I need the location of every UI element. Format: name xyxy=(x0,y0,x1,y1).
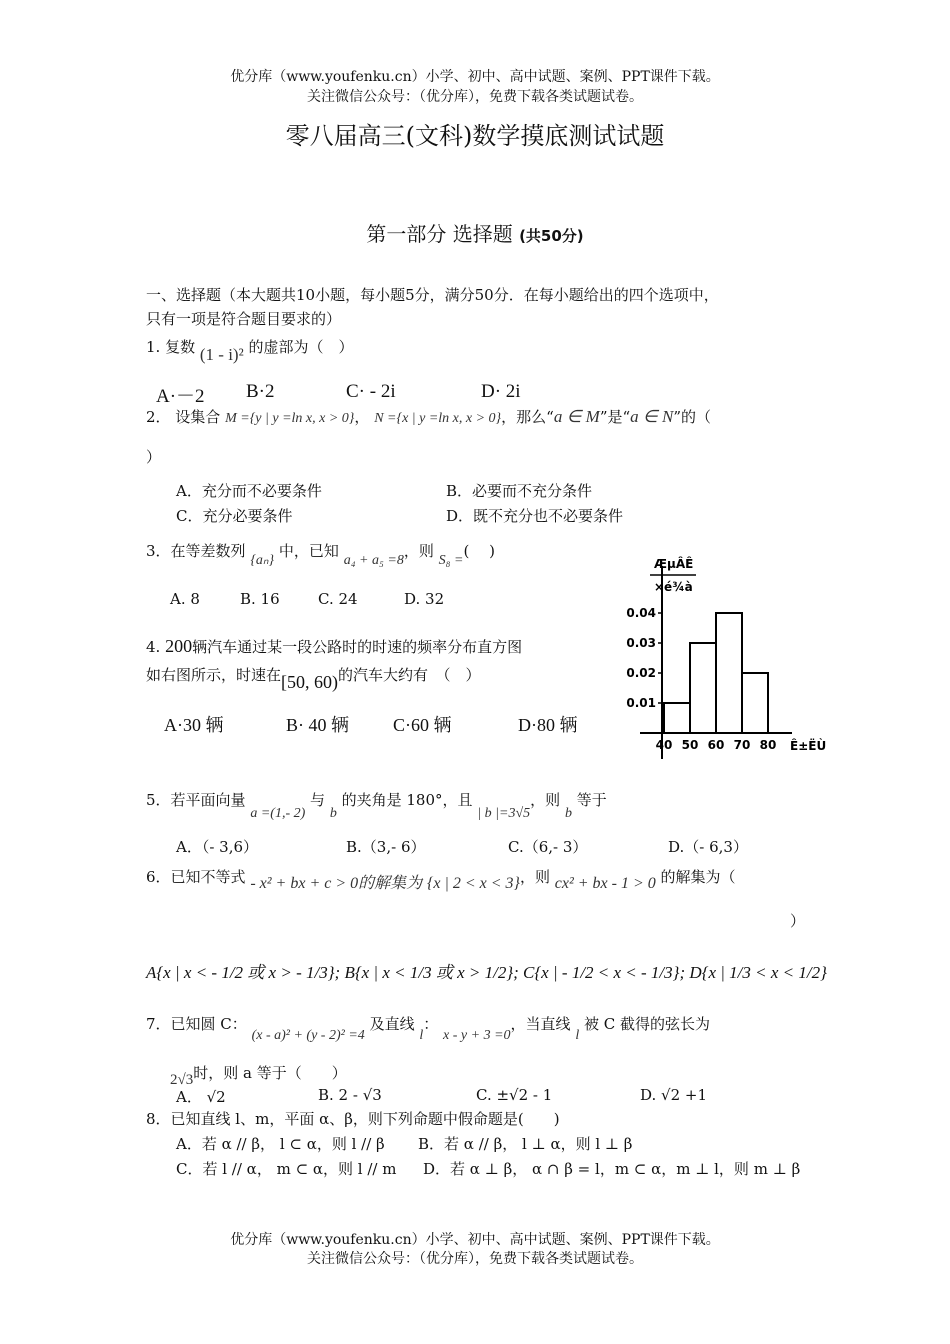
q1-suffix: 的虚部为（ ） xyxy=(248,338,354,356)
x-tick-label: 40 xyxy=(655,738,673,752)
histogram-chart xyxy=(610,550,840,765)
q2-separator: ， xyxy=(354,408,370,426)
question-4-line-1 xyxy=(146,636,522,657)
section-name: 第一部分 选择题 xyxy=(366,222,513,246)
q5-prefix: 5．若平面向量 xyxy=(146,791,246,809)
q2-option-c: C．充分必要条件 xyxy=(176,507,293,525)
q6-prefix: 6．已知不等式 xyxy=(146,868,246,886)
q4-option-b: B· 40 辆 xyxy=(286,715,349,735)
q8-option-d: D．若 α ⊥ β， α ∩ β = l，m ⊂ α，m ⊥ l，则 m ⊥ β xyxy=(423,1160,801,1178)
q5-suffix: 等于 xyxy=(576,791,607,809)
histogram-bar xyxy=(742,673,768,733)
question-1 xyxy=(146,336,353,365)
q6-options-row: A{x | x < - 1/2 或 x > - 1/3}; B{x | x < 1/3 或 x > 1/2}; C{x | - 1/2 < x < - 1/3}; D{x | 1/3 < x < 1/2} xyxy=(146,963,827,982)
x-tick-label: 50 xyxy=(681,738,699,752)
q4-suffix: 的汽车大约有 （ ） xyxy=(338,666,481,684)
q5-mid-3: ，则 xyxy=(530,791,561,809)
q5-option-a: A．（- 3,6） xyxy=(176,838,259,856)
footer-line-2: 关注微信公众号：（优分库），免费下载各类试题试卷。 xyxy=(307,1251,643,1267)
instructions-line-1: 一、选择题（本大题共10小题，每小题5分，满分50分．在每小题给出的四个选项中， xyxy=(146,286,719,304)
question-7-line-2 xyxy=(170,1062,347,1089)
q5-vector-b-2: b xyxy=(564,806,572,821)
q6-set: {x | 2 < x < 3} xyxy=(426,875,520,892)
q3-prefix: 3．在等差数列 xyxy=(146,542,246,560)
question-6 xyxy=(146,866,736,893)
q7-option-d: D. √2 +1 xyxy=(640,1086,708,1104)
y-tick-label: 0.02 xyxy=(626,666,656,680)
q6-inequality: - x² + bx + c > 0的解集为 xyxy=(250,875,423,892)
q7-chord-length: 2√3 xyxy=(170,1072,194,1088)
q1-option-c: C· - 2i xyxy=(346,381,396,402)
histogram-bar xyxy=(716,613,742,733)
q1-prefix: 1. 复数 xyxy=(146,338,196,356)
q5-mid-2: 的夹角是 180°，且 xyxy=(341,791,473,809)
q6-inequality-2: cx² + bx - 1 > 0 xyxy=(554,875,656,892)
q2-set-m: M ={y | y =ln x, x > 0} xyxy=(225,411,355,426)
q7-mid: 及直线 xyxy=(369,1015,415,1033)
question-4-line-2 xyxy=(146,664,481,693)
q5-condition: | b |=3√5 xyxy=(477,806,531,821)
q7-option-c: C. ±√2 - 1 xyxy=(476,1086,553,1104)
q5-vector-b: b xyxy=(329,806,337,821)
instructions-line-2: 只有一项是符合题目要求的） xyxy=(146,310,342,328)
x-tick-label: 80 xyxy=(759,738,777,752)
q2-suffix: ”的（ xyxy=(673,408,711,426)
footer-line-1: 优分库（www.youfenku.cn）小学、初中、高中试题、案例、PPT课件下载。 xyxy=(230,1232,720,1248)
q5-vector-a: a =(1,- 2) xyxy=(250,806,306,821)
x-tick-label: 60 xyxy=(707,738,725,752)
q6-mid: ，则 xyxy=(519,868,550,886)
q1-expression: (1 - i)² xyxy=(199,345,244,364)
q6-option-a: A{x | x < - 1/2 或 x > - 1/3} xyxy=(146,963,335,982)
q6-option-d: D{x | 1/3 < x < 1/2} xyxy=(689,963,827,982)
q7-option-a: A． √2 xyxy=(176,1088,226,1106)
q3-suffix: ( ) xyxy=(463,542,495,560)
q2-option-a: A．充分而不必要条件 xyxy=(176,482,322,500)
question-7 xyxy=(146,1013,710,1044)
q1-option-a: A·－2 xyxy=(156,386,205,407)
x-tick-label: 70 xyxy=(733,738,751,752)
q2-prefix: 2． 设集合 xyxy=(146,408,221,426)
q2-condition-2: a ∈ N xyxy=(630,407,674,426)
q6-close-paren: ） xyxy=(790,912,806,930)
q6-suffix: 的解集为（ xyxy=(660,868,736,886)
q4-option-d: D·80 辆 xyxy=(518,715,578,735)
x-axis-label: Ê±ËÙ xyxy=(790,739,827,753)
q7-mid-2: ，当直线 xyxy=(510,1015,571,1033)
y-tick-label: 0.04 xyxy=(626,606,656,620)
q7-prefix: 7．已知圆 C： xyxy=(146,1015,247,1033)
q5-option-d: D.（- 6,3） xyxy=(668,838,748,856)
q4-number: 4. xyxy=(146,638,161,656)
question-5 xyxy=(146,789,607,822)
q1-option-b: B·2 xyxy=(246,381,275,402)
q8-option-a: A．若 α // β， l ⊂ α，则 l // β xyxy=(176,1135,385,1153)
q5-option-b: B.（3,- 6） xyxy=(346,838,426,856)
q3-ask: S₈ = xyxy=(438,553,464,568)
y-tick-label: 0.03 xyxy=(626,636,656,650)
q2-close-paren: ） xyxy=(146,448,162,466)
q3-option-d: D. 32 xyxy=(404,590,445,608)
q5-mid: 与 xyxy=(310,791,326,809)
q8-option-b: B．若 α // β， l ⊥ α，则 l ⊥ β xyxy=(418,1135,633,1153)
q7-colon: ： xyxy=(423,1015,439,1033)
q7-option-b: B. 2 - √3 xyxy=(318,1086,382,1104)
q2-mid-2: ”是“ xyxy=(599,408,631,426)
y-tick-label: 0.01 xyxy=(626,696,656,710)
q6-option-b: B{x | x < 1/3 或 x > 1/2} xyxy=(344,963,514,982)
q2-set-n: N ={x | y =ln x, x > 0} xyxy=(374,411,502,426)
header-line-2: 关注微信公众号：（优分库），免费下载各类试题试卷。 xyxy=(307,89,643,105)
q7-line-l: l xyxy=(419,1028,424,1043)
histogram-bar xyxy=(664,703,690,733)
section-score: (共50分) xyxy=(519,227,584,245)
q4-text-1: 辆汽车通过某一段公路时的时速的频率分布直方图 xyxy=(192,638,523,656)
q3-option-c: C. 24 xyxy=(318,590,358,608)
q5-option-c: C.（6,- 3） xyxy=(508,838,588,856)
q6-option-c: C{x | - 1/2 < x < - 1/3} xyxy=(523,963,680,982)
q3-option-a: A. 8 xyxy=(170,590,200,608)
histogram-bar xyxy=(690,643,716,733)
q4-count: 200 xyxy=(165,636,193,656)
q4-interval: [50, 60) xyxy=(281,672,339,692)
q7-line-l-2: l xyxy=(575,1028,580,1043)
q1-option-d: D· 2i xyxy=(481,381,521,402)
q2-condition-1: a ∈ M xyxy=(553,407,600,426)
q2-option-d: D．既不充分也不必要条件 xyxy=(446,507,624,525)
q4-option-a: A·30 辆 xyxy=(164,715,224,735)
q3-sequence: {aₙ} xyxy=(250,553,275,568)
q7-line-equation: x - y + 3 =0 xyxy=(443,1028,511,1043)
q2-mid: ，那么“ xyxy=(501,408,554,426)
q2-option-b: B．必要而不充分条件 xyxy=(446,482,593,500)
section-heading xyxy=(0,218,950,247)
q3-mid: 中，已知 xyxy=(278,542,339,560)
q7-circle-equation: (x - a)² + (y - 2)² =4 xyxy=(251,1028,365,1043)
y-axis-label-top: ÆµÂÊ xyxy=(654,557,694,571)
question-8: 8．已知直线 l、m，平面 α、β，则下列命题中假命题是( ) xyxy=(146,1110,560,1128)
q3-option-b: B. 16 xyxy=(240,590,280,608)
header-line-1: 优分库（www.youfenku.cn）小学、初中、高中试题、案例、PPT课件下载。 xyxy=(230,69,720,85)
q3-given: a₄ + a₅ =8 xyxy=(343,553,404,568)
y-axis-label-bottom: ×é¾à xyxy=(654,580,693,594)
q7-suffix-2: 时，则 a 等于（ ） xyxy=(193,1064,347,1082)
question-2 xyxy=(146,406,711,427)
q7-suffix: 被 C 截得的弦长为 xyxy=(584,1015,711,1033)
question-3 xyxy=(146,540,495,569)
page-title: 零八届高三(文科)数学摸底测试试题 xyxy=(285,122,665,150)
q3-mid-2: ，则 xyxy=(403,542,434,560)
q4-text-2: 如右图所示，时速在 xyxy=(146,666,282,684)
q4-option-c: C·60 辆 xyxy=(393,715,452,735)
q8-option-c: C．若 l // α， m ⊂ α，则 l // m xyxy=(176,1160,397,1178)
